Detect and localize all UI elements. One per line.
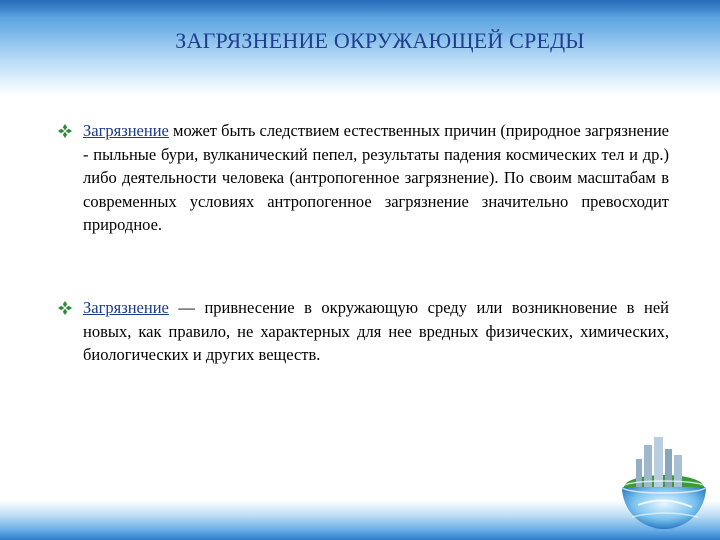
bullet-paragraph: [83, 119, 669, 237]
slide-title: ЗАГРЯЗНЕНИЕ ОКРУЖАЮЩЕЙ СРЕДЫ: [175, 28, 585, 53]
diamond-bullet-icon: [57, 300, 73, 316]
bullet-term: Загрязнение: [83, 121, 169, 140]
bullet-term: Загрязнение: [83, 298, 169, 317]
bullet-item: [57, 119, 669, 237]
bullet-paragraph: [83, 296, 669, 367]
bullet-item: [57, 296, 669, 367]
bullet-text: — привнесение в окружающую среду или возникновение в ней новых, как правило, не характерных для нее вредных физических, химических, биологических и других веществ.: [83, 298, 669, 364]
bullet-text: может быть следствием естественных причин (природное загрязнение - пыльные бури, вулканический пепел, результаты падения космических тел и др.) либо деятельности человека (антропогенное загрязнение). По своим масштабам в современных условиях антропогенное загрязнение значительно превосходит природное.: [83, 121, 669, 234]
globe-city-illustration: [608, 425, 716, 540]
diamond-bullet-icon: [57, 123, 73, 139]
